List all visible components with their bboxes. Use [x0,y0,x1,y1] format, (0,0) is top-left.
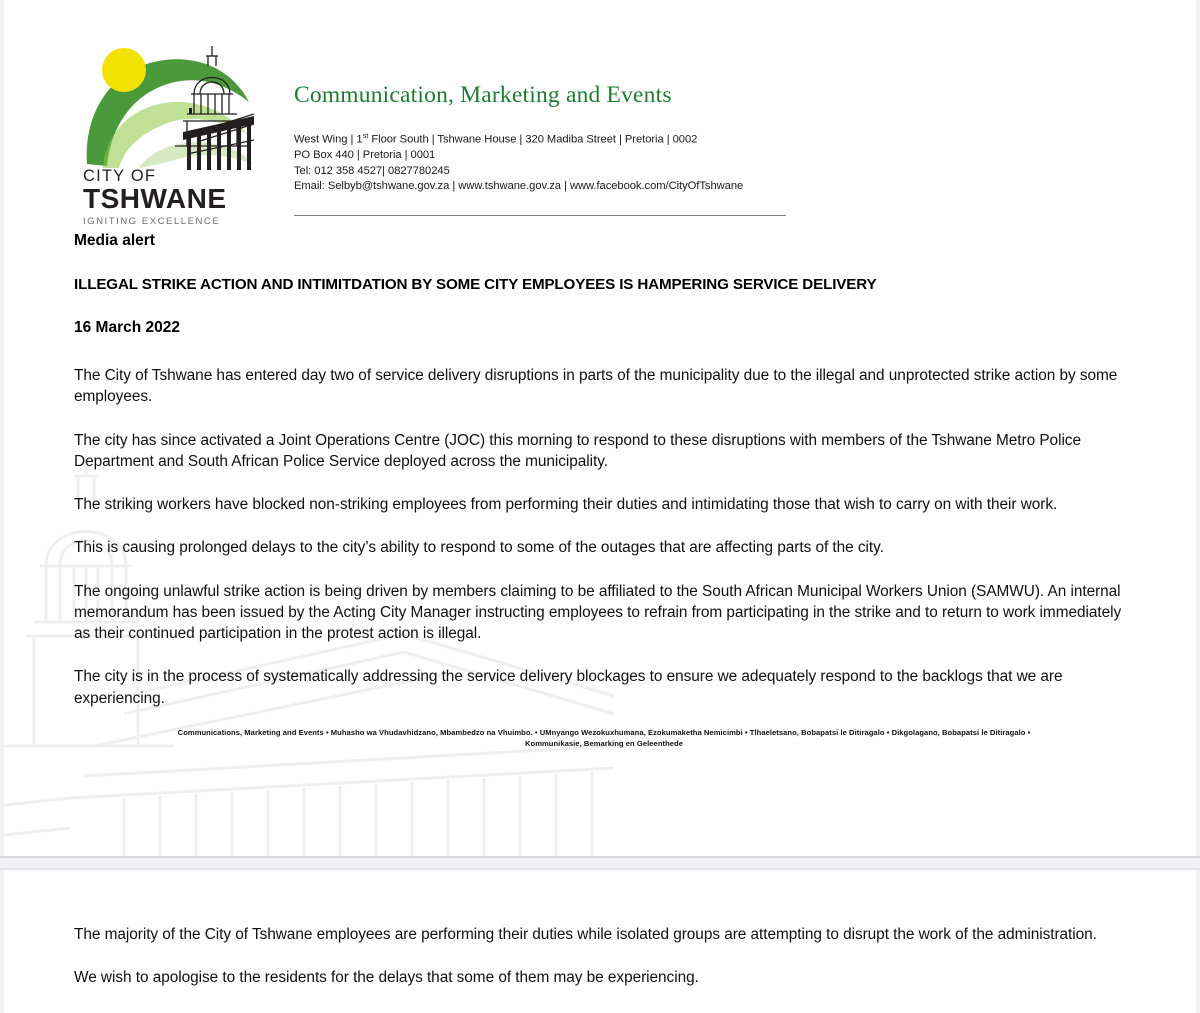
logo-tagline: IGNITING EXCELLENCE [83,215,221,227]
document-page-2 [4,870,1196,1013]
address-line-3: Tel: 012 358 4527| 0827780245 [294,164,450,177]
ordinal-suffix: st [362,131,369,140]
body-paragraph: The city has since activated a Joint Operations Centre (JOC) this morning to respond to these disruptions with members of the Tshwane Metro Police Department and South African Police Service deployed across the municipality. [74,431,1081,470]
media-alert-kicker: Media alert [74,232,155,249]
multilingual-footer [74,727,1134,749]
department-header [294,82,814,195]
footer-line-2: Kommunikasie, Bemarking en Geleenthede [524,739,684,748]
body-paragraph: We wish to apologise to the residents for the delays that some of them may be experiencing. [74,969,699,987]
body-paragraph: The majority of the City of Tshwane employees are performing their duties while isolated groups are attempting to disrupt the work of the administration. [74,926,1097,943]
page-title: ILLEGAL STRIKE ACTION AND INTIMITDATION BY SOME CITY EMPLOYEES IS HAMPERING SERVICE DELIVERY [74,276,877,293]
document-page-1 [4,0,1196,856]
dateline: 16 March 2022 [74,319,180,336]
page-break-line-top [0,856,1200,858]
document-body [4,232,1196,709]
tshwane-emblem-icon [79,42,254,170]
document-body-continued [4,870,1196,989]
address-line-4: Email: Selbyb@tshwane.gov.za | www.tshwane.gov.za | www.facebook.com/CityOfTshwane [294,180,744,193]
letterhead [4,0,1196,232]
logo-wordmark [83,168,253,227]
logo-name-line: TSHWANE [83,183,227,215]
city-of-tshwane-logo [79,42,254,227]
body-paragraph: The City of Tshwane has entered day two of service delivery disruptions in parts of the municipality due to the illegal and unprotected strike action by some employees. [74,367,1118,406]
contact-address-block [294,131,814,195]
body-paragraph: The ongoing unlawful strike action is being driven by members claiming to be affiliated to the South African Municipal Workers Union (SAMWU). An internal memorandum has been issued by the Acting City Manager instructing employees to refrain from participating in the strike and to return to work immediately as their continued participation in the protest action is illegal. [74,582,1122,642]
body-paragraph: This is causing prolonged delays to the city’s ability to respond to some of the outages that are affecting parts of the city. [74,539,884,557]
body-paragraph: The city is in the process of systematically addressing the service delivery blockages to ensure we adequately respond to the backlogs that we are experiencing. [74,668,1063,707]
footer-line-1: Communications, Marketing and Events • Muhasho wa Vhudavhidzano, Mbambedzo na Vhuimbo. • UMnyango Wezokuxhumana, Ezokumaketha Nemicimbi • Tlhaeletsano, Bobapatsi le Ditiragalo • Dikgolagano, Bobapatsi le Ditiragalo • [177,728,1031,737]
address-line-2: PO Box 440 | Pretoria | 0001 [294,149,436,162]
letterhead-divider [294,215,786,216]
address-line-1: West Wing | 1st Floor South | Tshwane House | 320 Madiba Street | Pretoria | 0002 [294,131,698,146]
logo-city-line: CITY OF [83,167,157,185]
department-title: Communication, Marketing and Events [294,82,672,108]
body-paragraph: The striking workers have blocked non-striking employees from performing their duties and intimidating those that wish to carry on with their work. [74,496,1058,513]
